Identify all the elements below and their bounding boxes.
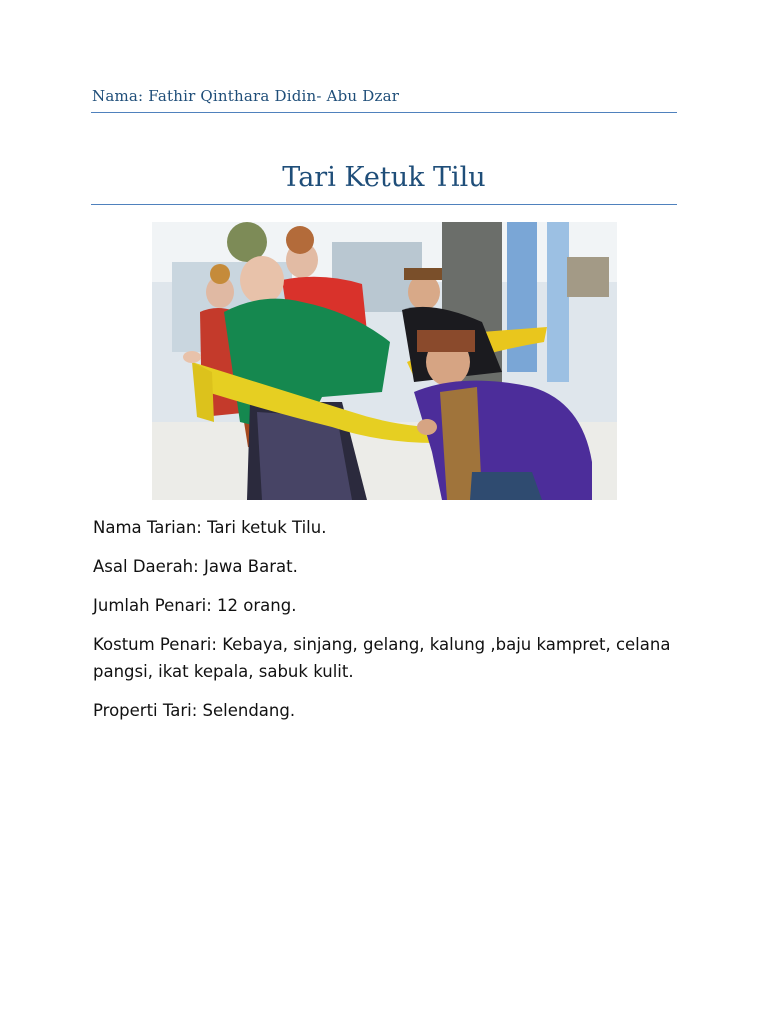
detail-nama-tarian: Nama Tarian: Tari ketuk Tilu. [93, 518, 327, 537]
author-name: Nama: Fathir Qinthara Didin- Abu Dzar [92, 87, 400, 105]
detail-kostum-penari: Kostum Penari: Kebaya, sinjang, gelang, kalung ,baju kampret, celana pangsi, ikat kepala, sabuk kulit. [93, 635, 671, 681]
dance-details [93, 514, 683, 736]
detail-asal-daerah: Asal Daerah: Jawa Barat. [93, 557, 298, 576]
detail-properti-tari: Properti Tari: Selendang. [93, 701, 296, 720]
title-divider [91, 204, 677, 205]
header-divider [91, 112, 677, 113]
page-title: Tari Ketuk Tilu [282, 162, 486, 193]
dancers-photo [152, 222, 617, 500]
detail-jumlah-penari: Jumlah Penari: 12 orang. [93, 596, 297, 615]
